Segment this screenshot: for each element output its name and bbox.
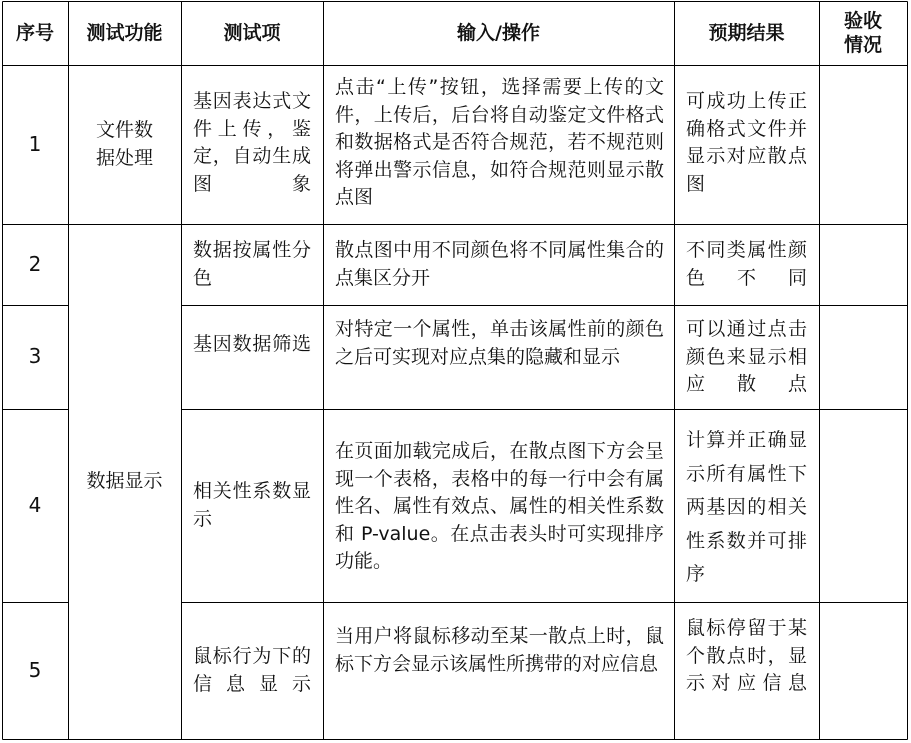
row-5-item: 鼠标行为下的信息显示 [193,645,311,695]
row-4-seq: 4 [28,492,42,517]
row-2-input: 散点图中用不同颜色将不同属性集合的点集区分开 [335,239,664,289]
row-3-acceptance [819,305,907,409]
row-3-item: 基因数据筛选 [193,333,311,355]
row-4-acceptance [819,409,907,602]
header-acceptance: 验收情况 [843,10,882,56]
row-2-item: 数据按属性分色 [193,239,311,289]
row-1-acceptance [819,65,907,224]
row-1-feature: 文件数据处理 [95,119,153,169]
row-3-input: 对特定一个属性，单击该属性前的颜色之后可实现对应点集的隐藏和显示 [335,318,664,368]
row-5-acceptance [819,602,907,739]
row-5-seq: 5 [28,657,42,682]
row-3-seq: 3 [28,344,42,369]
test-case-table [2,1,908,740]
row-2-acceptance [819,224,907,305]
row-4-input: 在页面加载完成后，在散点图下方会呈现一个表格，表格中的每一行中会有属性名、属性有效点、属性的相关性系数和 P-value。在点击表头时可实现排序功能。 [335,440,664,572]
header-expected: 预期结果 [708,22,785,44]
row-1-item: 基因表达式文件上传，鉴定，自动生成图象 [193,90,311,195]
header-seq: 序号 [15,22,54,44]
row-2-expected: 不同类属性颜色不同 [686,239,807,289]
row-1-expected: 可成功上传正确格式文件并显示对应散点图 [686,90,807,195]
row-2-seq: 2 [28,251,42,276]
header-feature: 测试功能 [86,22,163,44]
row-5-expected: 鼠标停留于某个散点时，显示对应信息 [686,617,807,694]
row-1-seq: 1 [28,131,42,156]
header-input: 输入/操作 [457,22,540,44]
row-4-expected: 计算并正确显示所有属性下两基因的相关性系数并可排序 [686,429,807,585]
row-4-item: 相关性系数显示 [193,480,311,530]
row-5-input: 当用户将鼠标移动至某一散点上时，鼠标下方会显示该属性所携带的对应信息 [335,625,664,675]
row-1-input: 点击“上传”按钮，选择需要上传的文件，上传后，后台将自动鉴定文件格式和数据格式是否符合规范，若不规范则将弹出警示信息，如符合规范则显示散点图 [335,76,664,208]
merged-feature-data-display: 数据显示 [86,469,163,492]
row-3-expected: 可以通过点击颜色来显示相应散点 [686,318,807,395]
header-item: 测试项 [223,22,281,44]
